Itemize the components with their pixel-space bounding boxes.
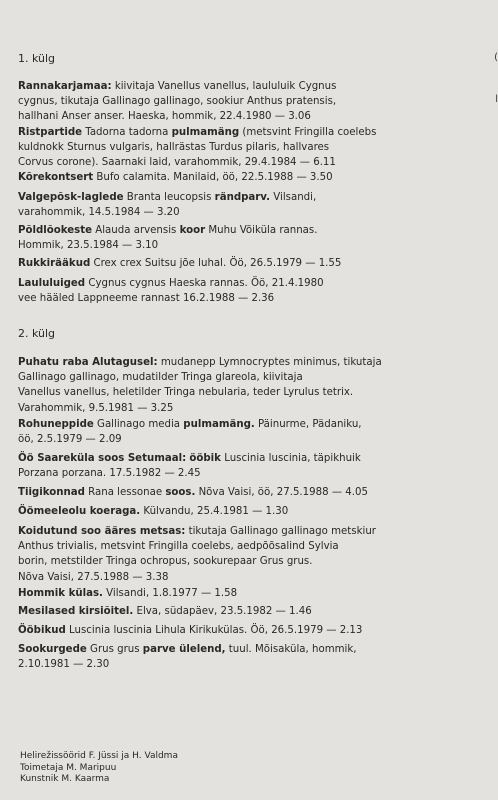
credit-sound-directors: Helirežissöörid F. Jüssi ja H. Valdma xyxy=(20,751,178,761)
side1-heading: 1. külg xyxy=(18,52,56,65)
side1-entry-korekontsert: Kõrekontsert Bufo calamita. Manilaid, öö, 22.5.1988 — 3.50 xyxy=(18,172,333,183)
side2-entry-hommik-kulas: Hommik külas. Vilsandi, 1.8.1977 — 1.58 xyxy=(18,588,238,599)
edge-mark-top: ( xyxy=(494,52,498,63)
side2-entry-oobikud: Ööbikud Luscinia luscinia Lihula Kirikukülas. Öö, 26.5.1979 — 2.13 xyxy=(18,625,363,636)
credit-artist: Kunstnik M. Kaarma xyxy=(20,774,110,784)
side2-entry-puhatu-raba: Puhatu raba Alutagusel: mudanepp Lymnocryptes minimus, tikutaja Gallinago gallinago, mudatilder Tringa glareola, kiivitaja Vanellus vanellus, heletilder Tringa nebularia, teder Lyrulus tetrix. Varahommik, 9.5.1981 — 3.25 xyxy=(18,357,382,414)
side1-entry-poldlookeste: Põldlõokeste Alauda arvensis koor Muhu Võiküla rannas. Hommik, 23.5.1984 — 3.10 xyxy=(18,225,318,252)
credits-block xyxy=(20,751,178,786)
side1-entry-valgeposk: Valgepõsk-laglede Branta leucopsis rändparv. Vilsandi, varahommik, 14.5.1984 — 3.20 xyxy=(18,192,317,219)
side2-entry-tiigikonnad: Tiigikonnad Rana lessonae soos. Nõva Vaisi, öö, 27.5.1988 — 4.05 xyxy=(18,487,368,498)
side2-entry-mesilased: Mesilased kirsiõitel. Elva, südapäev, 23.5.1982 — 1.46 xyxy=(18,606,312,617)
side1-entry-laululuiged: Laululuiged Cygnus cygnus Haeska rannas. Öö, 21.4.1980 vee hääled Lappneeme rannast 16.2.1988 — 2.36 xyxy=(18,278,324,305)
side1-entry-rannakarjamaa: Rannakarjamaa: kiivitaja Vanellus vanellus, laululuik Cygnus cygnus, tikutaja Gallinago gallinago, sookiur Anthus pratensis, hallhani Anser anser. Haeska, hommik, 22.4.1980 — 3.06 xyxy=(18,81,337,123)
side2-heading: 2. külg xyxy=(18,327,56,340)
side1-entry-rukkiraakud: Rukkirääkud Crex crex Suitsu jõe luhal. Öö, 26.5.1979 — 1.55 xyxy=(18,258,342,269)
side2-entry-sookurgede: Sookurgede Grus grus parve ülelend, tuul. Mõisaküla, hommik, 2.10.1981 — 2.30 xyxy=(18,644,357,671)
credit-editor: Toimetaja M. Maripuu xyxy=(20,762,117,773)
edge-mark-second: l xyxy=(495,94,498,105)
side2-entry-rohuneppide: Rohuneppide Gallinago media pulmamäng. Päinurme, Pädaniku, öö, 2.5.1979 — 2.09 xyxy=(18,419,362,446)
side1-entry-ristpartide: Ristpartide Tadorna tadorna pulmamäng (metsvint Fringilla coelebs kuldnokk Sturnus vulgaris, hallrästas Turdus pilaris, hallvares Corvus corone). Saarnaki laid, varahommik, 29.4.1984 — 6.11 xyxy=(18,127,377,169)
side2-entry-saarekula: Öö Saareküla soos Setumaal: ööbik Luscinia luscinia, täpikhuik Porzana porzana. 17.5.1982 — 2.45 xyxy=(18,453,361,480)
side2-entry-koidutund: Koidutund soo ääres metsas: tikutaja Gallinago gallinago metskiur Anthus trivialis, metsvint Fringilla coelebs, aedpõõsalind Sylvia borin, metstilder Tringa ochropus, sookurepaar Grus grus. Nõva Vaisi, 27.5.1988 — 3.38 xyxy=(18,526,376,583)
side2-entry-oomeeleolu: Öömeeleolu koeraga. Külvandu, 25.4.1981 — 1.30 xyxy=(18,506,289,517)
